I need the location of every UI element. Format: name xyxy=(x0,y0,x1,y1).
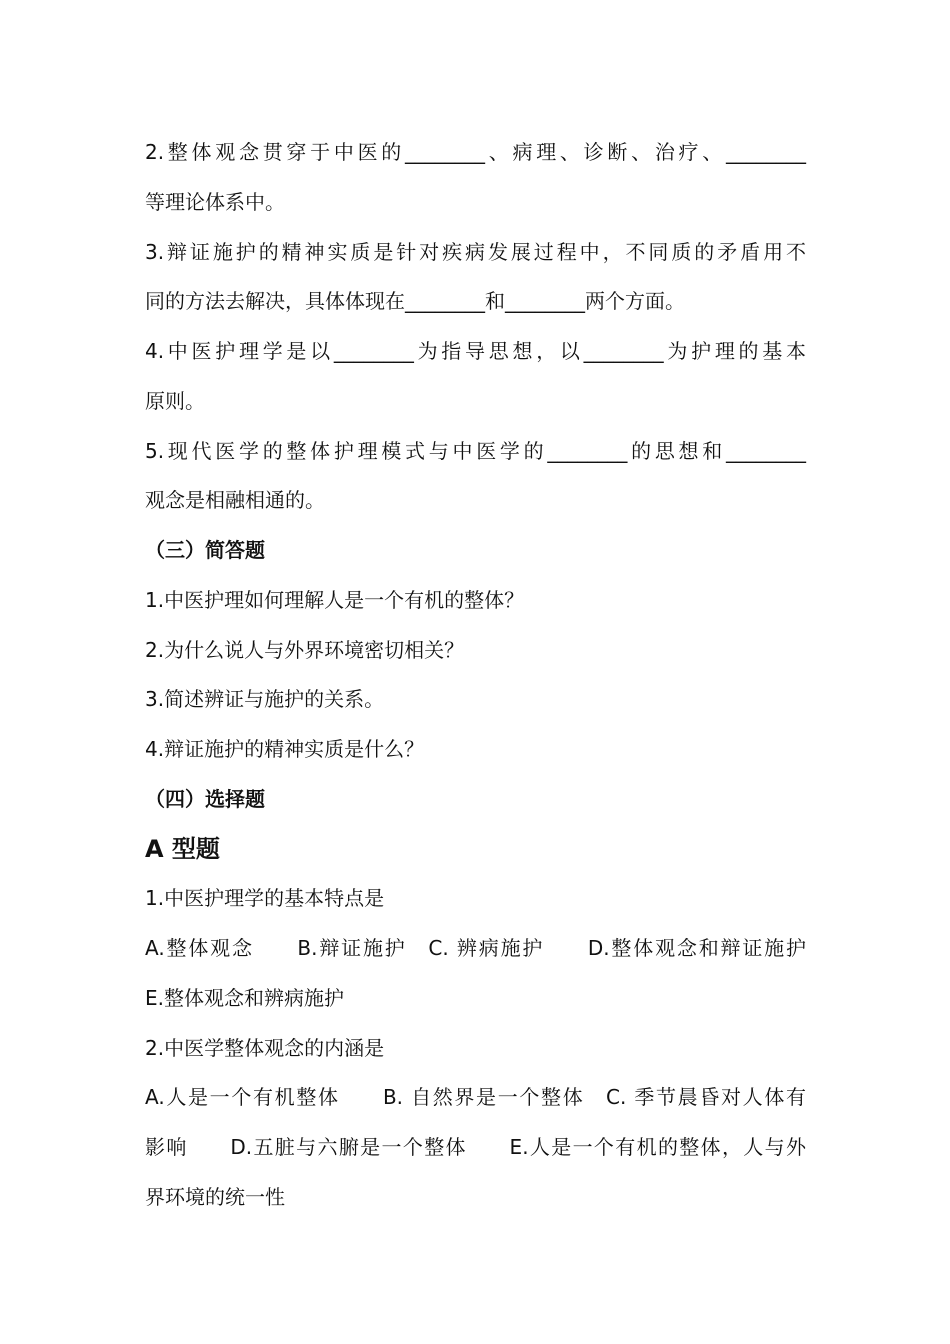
fill-blank-q4-line2: 原则。 xyxy=(145,388,205,413)
fill-blank-q2-line1: 2.整体观念贯穿于中医的________、病理、诊断、治疗、________ xyxy=(145,140,806,164)
short-answer-q1: 1.中医护理如何理解人是一个有机的整体？ xyxy=(145,587,525,612)
choice-q1-stem: 1.中医护理学的基本特点是 xyxy=(145,886,385,911)
short-answer-q4: 4.辩证施护的精神实质是什么？ xyxy=(145,737,425,761)
choice-q2-options-line3: 界环境的统一性 xyxy=(145,1184,285,1209)
choice-q1-options: A.整体观念 B.辩证施护 C. 辨病施护 D.整体观念和辩证施护 xyxy=(145,936,806,960)
short-answer-q2: 2.为什么说人与外界环境密切相关？ xyxy=(145,637,465,662)
fill-blank-q2-line2: 等理论体系中。 xyxy=(145,189,285,214)
fill-blank-q4-line1: 4.中医护理学是以________为指导思想，以________为护理的基本 xyxy=(145,339,806,363)
short-answer-q3: 3.简述辨证与施护的关系。 xyxy=(145,687,385,712)
section-heading-multiple-choice: （四）选择题 xyxy=(145,786,265,811)
subheading-type-a: A 型题 xyxy=(145,834,220,863)
fill-blank-q3-line2: 同的方法去解决，具体体现在________和________两个方面。 xyxy=(145,289,685,314)
section-heading-short-answer: （三）简答题 xyxy=(145,538,265,562)
document-page xyxy=(145,128,806,1223)
choice-q2-options-line2: 影响 D.五脏与六腑是一个整体 E.人是一个有机的整体，人与外 xyxy=(145,1135,806,1159)
choice-q2-stem: 2.中医学整体观念的内涵是 xyxy=(145,1035,385,1060)
fill-blank-q5-line1: 5.现代医学的整体护理模式与中医学的________的思想和________ xyxy=(145,438,806,463)
choice-q1-option-e: E.整体观念和辨病施护 xyxy=(145,985,344,1010)
choice-q2-options-line1: A.人是一个有机整体 B. 自然界是一个整体 C. 季节晨昏对人体有 xyxy=(145,1085,806,1110)
fill-blank-q5-line2: 观念是相融相通的。 xyxy=(145,488,325,513)
fill-blank-q3-line1: 3.辩证施护的精神实质是针对疾病发展过程中，不同质的矛盾用不 xyxy=(145,239,806,264)
